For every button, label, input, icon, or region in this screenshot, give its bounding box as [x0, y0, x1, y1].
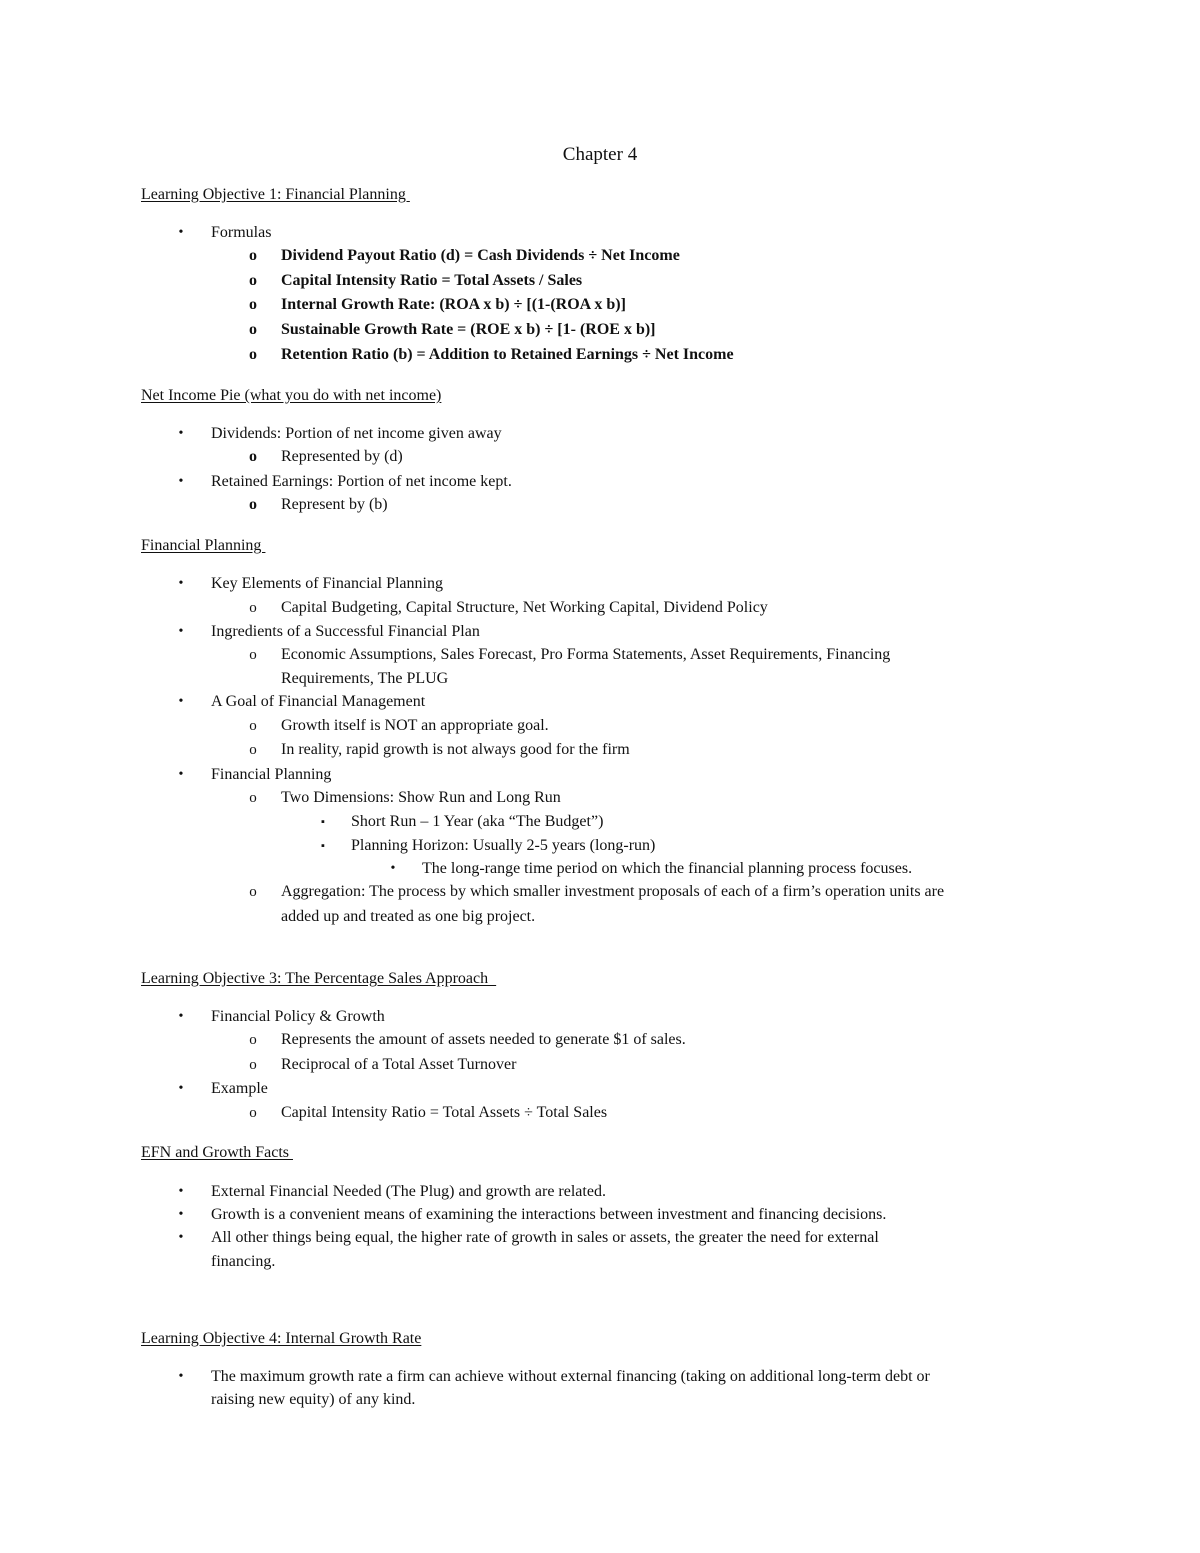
internal-growth-item-continued: raising new equity) of any kind. [211, 1391, 416, 1408]
bullet-square: ▪ [321, 816, 325, 828]
policy-growth-item: Financial Policy & Growth [211, 1008, 385, 1025]
bullet-o: o [249, 321, 257, 338]
bullet-o: o [249, 1032, 257, 1048]
dividends-sub-item: Represented by (d) [281, 448, 403, 465]
formula-capital-intensity: Capital Intensity Ratio = Total Assets / Sales [281, 272, 583, 289]
bullet-disc: • [178, 1369, 184, 1384]
section-heading-efn: EFN and Growth Facts [141, 1144, 293, 1161]
section-heading-financial-planning: Financial Planning [141, 537, 266, 554]
efn-item-3-continued: financing. [211, 1253, 276, 1270]
bullet-disc: • [178, 474, 184, 489]
bullet-disc: • [178, 1081, 184, 1096]
efn-item-3: All other things being equal, the higher rate of growth in sales or assets, the greater the need for external [211, 1229, 879, 1246]
example-sub-item: Capital Intensity Ratio = Total Assets ÷ Total Sales [281, 1104, 608, 1121]
efn-item-1: External Financial Needed (The Plug) and growth are related. [211, 1183, 606, 1200]
ingredients-sub-item: Economic Assumptions, Sales Forecast, Pro Forma Statements, Asset Requirements, Financing [281, 646, 891, 663]
retained-sub-item: Represent by (b) [281, 496, 388, 513]
formula-internal-growth: Internal Growth Rate: (ROA x b) ÷ [(1-(ROA x b)] [281, 296, 626, 313]
bullet-o: o [249, 346, 257, 363]
bullet-o: o [249, 884, 257, 900]
bullet-disc: • [178, 1009, 184, 1024]
goal-sub-item-1: Growth itself is NOT an appropriate goal. [281, 717, 549, 734]
financial-planning-item: Financial Planning [211, 766, 332, 783]
bullet-disc: • [178, 624, 184, 639]
bullet-disc: • [178, 767, 184, 782]
key-elements-sub-item: Capital Budgeting, Capital Structure, Net Working Capital, Dividend Policy [281, 599, 768, 616]
bullet-o: o [249, 448, 257, 465]
formula-sustainable-growth: Sustainable Growth Rate = (ROE x b) ÷ [1- (ROE x b)] [281, 321, 656, 338]
policy-sub-item-2: Reciprocal of a Total Asset Turnover [281, 1056, 517, 1073]
section-heading-net-income-pie: Net Income Pie (what you do with net income) [141, 387, 442, 404]
bullet-disc: • [178, 426, 184, 441]
bullet-disc: • [178, 1230, 184, 1245]
page-title: Chapter 4 [562, 144, 638, 165]
bullet-disc: • [178, 225, 184, 240]
ingredients-item: Ingredients of a Successful Financial Plan [211, 623, 480, 640]
planning-horizon-definition: The long-range time period on which the financial planning process focuses. [422, 860, 913, 877]
short-run-item: Short Run – 1 Year (aka “The Budget”) [351, 813, 604, 830]
formula-retention-ratio: Retention Ratio (b) = Addition to Retained Earnings ÷ Net Income [281, 346, 734, 363]
bullet-disc: • [178, 1207, 184, 1222]
bullet-o: o [249, 247, 257, 264]
bullet-o: o [249, 296, 257, 313]
goal-item: A Goal of Financial Management [211, 693, 426, 710]
dimensions-sub-item: Two Dimensions: Show Run and Long Run [281, 789, 561, 806]
formulas-label: Formulas [211, 224, 272, 241]
bullet-o: o [249, 600, 257, 616]
bullet-o: o [249, 496, 257, 513]
example-item: Example [211, 1080, 268, 1097]
bullet-disc: • [390, 861, 396, 876]
ingredients-sub-item-continued: Requirements, The PLUG [281, 670, 449, 687]
section-heading-lo3: Learning Objective 3: The Percentage Sales Approach [141, 970, 497, 987]
key-elements-item: Key Elements of Financial Planning [211, 575, 443, 592]
planning-horizon-item: Planning Horizon: Usually 2-5 years (long-run) [351, 837, 656, 854]
bullet-o: o [249, 647, 257, 663]
bullet-o: o [249, 790, 257, 806]
dividends-item: Dividends: Portion of net income given away [211, 425, 502, 442]
retained-earnings-item: Retained Earnings: Portion of net income kept. [211, 473, 512, 490]
policy-sub-item-1: Represents the amount of assets needed to generate $1 of sales. [281, 1031, 686, 1048]
aggregation-sub-item-continued: added up and treated as one big project. [281, 908, 536, 925]
section-heading-lo4: Learning Objective 4: Internal Growth Rate [141, 1330, 422, 1347]
internal-growth-item: The maximum growth rate a firm can achieve without external financing (taking on additional long-term debt or [211, 1368, 930, 1385]
goal-sub-item-2: In reality, rapid growth is not always good for the firm [281, 741, 630, 758]
efn-item-2: Growth is a convenient means of examining the interactions between investment and financing decisions. [211, 1206, 887, 1223]
bullet-disc: • [178, 576, 184, 591]
bullet-square: ▪ [321, 840, 325, 852]
bullet-disc: • [178, 1184, 184, 1199]
bullet-o: o [249, 718, 257, 734]
bullet-o: o [249, 742, 257, 758]
aggregation-sub-item: Aggregation: The process by which smaller investment proposals of each of a firm’s operation units are [281, 883, 945, 900]
bullet-o: o [249, 1105, 257, 1121]
section-heading-lo1: Learning Objective 1: Financial Planning [141, 186, 410, 203]
formula-dividend-payout: Dividend Payout Ratio (d) = Cash Dividends ÷ Net Income [281, 247, 680, 264]
bullet-o: o [249, 1057, 257, 1073]
bullet-o: o [249, 272, 257, 289]
bullet-disc: • [178, 694, 184, 709]
